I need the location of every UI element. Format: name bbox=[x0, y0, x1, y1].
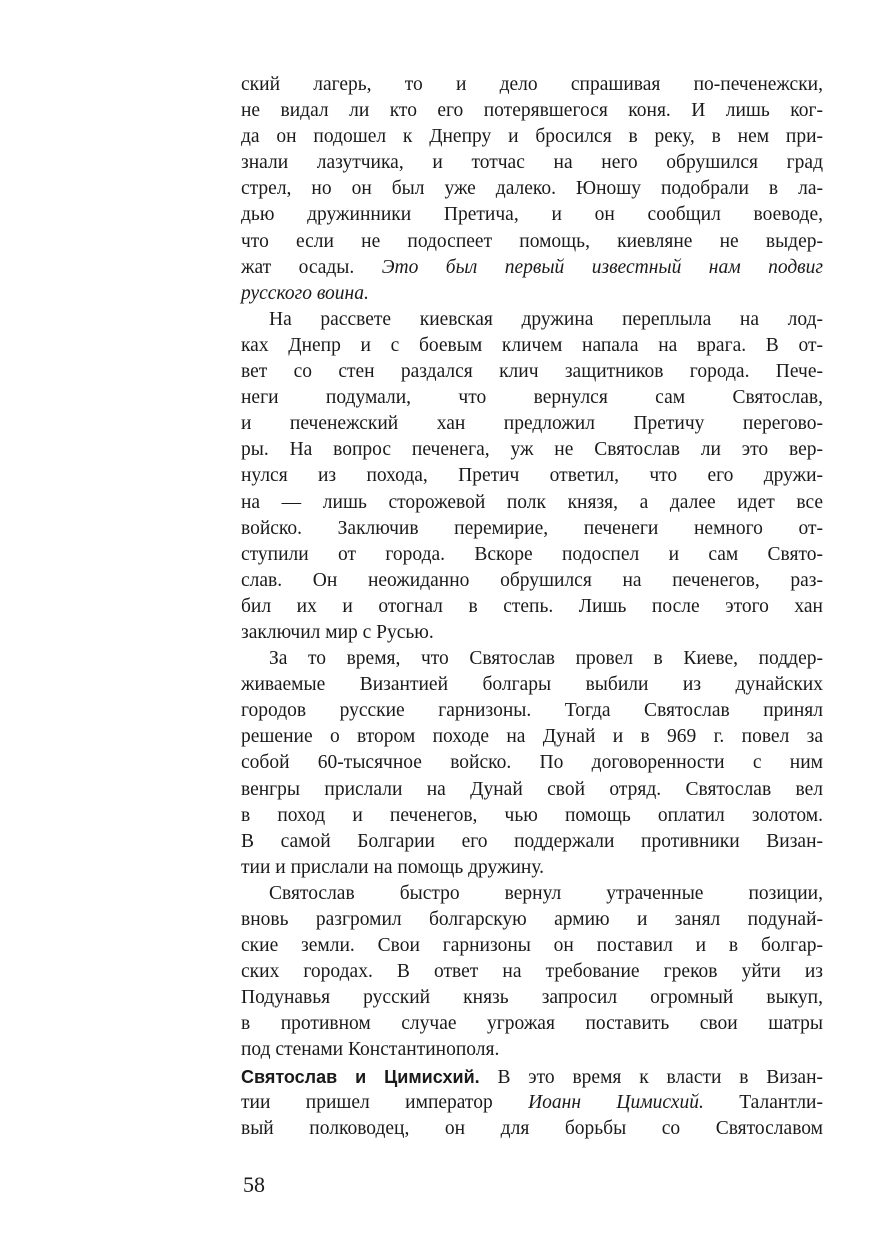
text-line: Святослав быстро вернул утраченные позиции, bbox=[269, 882, 823, 904]
text-line: на — лишь сторожевой полк князя, а далее идет все bbox=[241, 491, 823, 513]
text-line bbox=[241, 1090, 823, 1116]
section-heading: Святослав и Цимисхий. bbox=[241, 1066, 480, 1087]
text-line: тии и прислали на помощь дружину. bbox=[241, 856, 545, 878]
paragraph bbox=[241, 881, 823, 1064]
text-line: войско. Заключив перемирие, печенеги немного от- bbox=[241, 517, 823, 539]
text-line: ках Днепр и с боевым кличем напала на врага. В от- bbox=[241, 334, 823, 356]
text-line: не видал ли кто его потерявшегося коня. И лишь ког- bbox=[241, 100, 823, 122]
text-line: ры. На вопрос печенега, уж не Святослав ли это вер- bbox=[241, 439, 823, 461]
text-line: вет со стен раздался клич защитников города. Пече- bbox=[241, 361, 823, 383]
text-run: Талантли- bbox=[703, 1091, 823, 1113]
text-line: и печенежский хан предложил Претичу перегово- bbox=[241, 413, 823, 435]
text-line: ских городах. В ответ на требование греков уйти из bbox=[241, 961, 823, 983]
paragraph bbox=[241, 72, 823, 307]
paragraph bbox=[241, 307, 823, 646]
page-body bbox=[241, 72, 823, 1142]
text-line: под стенами Константинополя. bbox=[241, 1039, 500, 1061]
paragraph bbox=[241, 646, 823, 881]
text-line: городов русские гарнизоны. Тогда Святослав принял bbox=[241, 700, 823, 722]
text-line: стрел, но он был уже далеко. Юношу подобрали в ла- bbox=[241, 178, 823, 200]
section-paragraph bbox=[241, 1064, 823, 1142]
text-line: В самой Болгарии его поддержали противники Визан- bbox=[241, 830, 823, 852]
text-line: что если не подоспеет помощь, киевляне не выдер- bbox=[241, 230, 823, 252]
text-line: неги подумали, что вернулся сам Святослав, bbox=[241, 387, 823, 409]
text-line: ский лагерь, то и дело спрашивая по-печенежски, bbox=[241, 74, 823, 95]
text-line: заключил мир с Русью. bbox=[241, 621, 434, 643]
text-line: За то время, что Святослав провел в Киеве, поддер- bbox=[269, 648, 823, 670]
text-line: решение о втором походе на Дунай и в 969 г. повел за bbox=[241, 726, 823, 748]
text-line: знали лазутчика, и тотчас на него обрушился град bbox=[241, 152, 823, 174]
text-run: тии пришел император bbox=[241, 1091, 529, 1113]
text-line: На рассвете киевская дружина переплыла на лод- bbox=[269, 308, 823, 330]
text-line bbox=[241, 255, 823, 281]
text-line: венгры прислали на Дунай свой отряд. Святослав вел bbox=[241, 778, 823, 800]
text-line bbox=[241, 1064, 823, 1090]
text-line: слав. Он неожиданно обрушился на печенегов, раз- bbox=[241, 569, 823, 591]
text-run: жат осады. bbox=[241, 256, 382, 278]
text-line: бил их и отогнал в степь. Лишь после этого хан bbox=[241, 595, 823, 617]
text-line: вый полководец, он для борьбы со Святославом bbox=[241, 1117, 823, 1139]
text-line: да он подошел к Днепру и бросился в реку, в нем при- bbox=[241, 126, 823, 148]
text-line: дью дружинники Претича, и он сообщил воеводе, bbox=[241, 204, 823, 226]
text-line: собой 60-тысячное войско. По договоренности с ним bbox=[241, 752, 823, 774]
text-line: Подунавья русский князь запросил огромный выкуп, bbox=[241, 987, 823, 1009]
page-number: 58 bbox=[243, 1172, 265, 1197]
text-line: нулся из похода, Претич ответил, что его дружи- bbox=[241, 465, 823, 487]
italic-emphasis: Это был первый известный нам подвиг bbox=[381, 256, 824, 278]
text-line: ступили от города. Вскоре подоспел и сам Свято- bbox=[241, 543, 823, 565]
text-line: русского воина. bbox=[241, 282, 369, 304]
text-line: в поход и печенегов, чью помощь оплатил золотом. bbox=[241, 804, 823, 826]
text-line: в противном случае угрожая поставить свои шатры bbox=[241, 1013, 823, 1035]
text-line: живаемые Византией болгары выбили из дунайских bbox=[241, 674, 823, 696]
text-line: вновь разгромил болгарскую армию и занял подунай- bbox=[241, 909, 823, 930]
text-run: В это время к власти в Визан- bbox=[479, 1066, 823, 1088]
text-line: ские земли. Свои гарнизоны он поставил и в болгар- bbox=[241, 935, 823, 957]
italic-emphasis: Иоанн Цимисхий. bbox=[528, 1091, 704, 1113]
